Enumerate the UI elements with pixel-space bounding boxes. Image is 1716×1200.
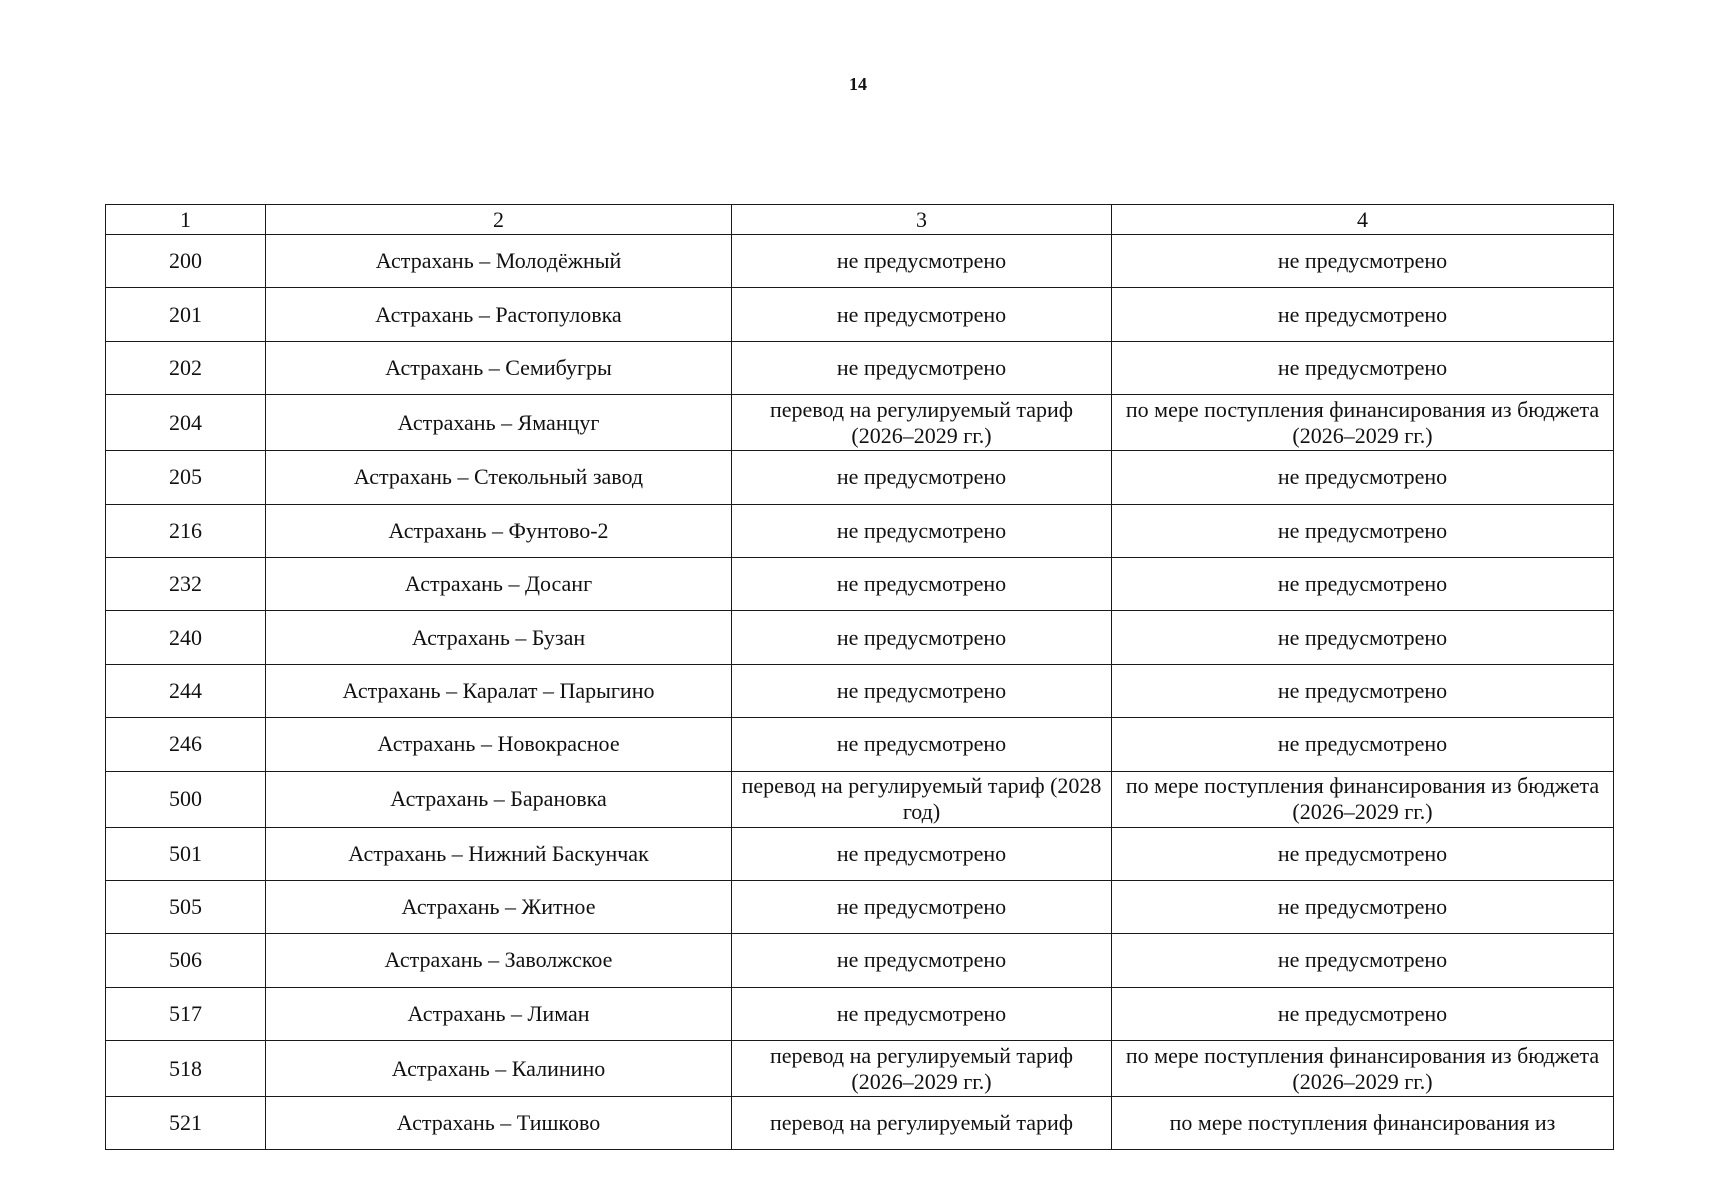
tariff-status: не предусмотрено bbox=[732, 611, 1112, 664]
page-number: 14 bbox=[849, 74, 867, 94]
route-name: Астрахань – Фунтово-2 bbox=[266, 504, 732, 557]
route-name: Астрахань – Каралат – Парыгино bbox=[266, 664, 732, 717]
table-row bbox=[106, 557, 1614, 610]
table-row bbox=[106, 341, 1614, 394]
route-name: Астрахань – Барановка bbox=[266, 771, 732, 827]
route-name: Астрахань – Заволжское bbox=[266, 934, 732, 987]
tariff-status: не предусмотрено bbox=[732, 718, 1112, 771]
financing-status: не предусмотрено bbox=[1112, 341, 1614, 394]
table-row bbox=[106, 880, 1614, 933]
route-number: 200 bbox=[106, 235, 266, 288]
table-row bbox=[106, 1097, 1614, 1150]
tariff-status: не предусмотрено bbox=[732, 987, 1112, 1040]
tariff-status: не предусмотрено bbox=[732, 504, 1112, 557]
route-number: 505 bbox=[106, 880, 266, 933]
financing-status: по мере поступления финансирования из бюджета (2026–2029 гг.) bbox=[1112, 395, 1614, 451]
route-number: 205 bbox=[106, 451, 266, 504]
financing-status: не предусмотрено bbox=[1112, 664, 1614, 717]
route-number: 521 bbox=[106, 1097, 266, 1150]
route-name: Астрахань – Стекольный завод bbox=[266, 451, 732, 504]
route-number: 216 bbox=[106, 504, 266, 557]
header-col-2: 2 bbox=[266, 205, 732, 235]
table-row bbox=[106, 771, 1614, 827]
tariff-status: не предусмотрено bbox=[732, 288, 1112, 341]
tariff-status: не предусмотрено bbox=[732, 235, 1112, 288]
table-row bbox=[106, 1041, 1614, 1097]
financing-status: по мере поступления финансирования из бюджета (2026–2029 гг.) bbox=[1112, 771, 1614, 827]
route-name: Астрахань – Новокрасное bbox=[266, 718, 732, 771]
route-name: Астрахань – Досанг bbox=[266, 557, 732, 610]
tariff-status: перевод на регулируемый тариф (2028 год) bbox=[732, 771, 1112, 827]
financing-status: по мере поступления финансирования из bbox=[1112, 1097, 1614, 1150]
table-row bbox=[106, 611, 1614, 664]
table-row bbox=[106, 827, 1614, 880]
header-col-3: 3 bbox=[732, 205, 1112, 235]
route-name: Астрахань – Нижний Баскунчак bbox=[266, 827, 732, 880]
route-name: Астрахань – Тишково bbox=[266, 1097, 732, 1150]
header-col-1: 1 bbox=[106, 205, 266, 235]
tariff-status: не предусмотрено bbox=[732, 880, 1112, 933]
tariff-status: не предусмотрено bbox=[732, 341, 1112, 394]
route-name: Астрахань – Яманцуг bbox=[266, 395, 732, 451]
route-number: 240 bbox=[106, 611, 266, 664]
table-row bbox=[106, 451, 1614, 504]
tariff-status: не предусмотрено bbox=[732, 827, 1112, 880]
tariff-status: перевод на регулируемый тариф (2026–2029 гг.) bbox=[732, 1041, 1112, 1097]
header-col-4: 4 bbox=[1112, 205, 1614, 235]
financing-status: не предусмотрено bbox=[1112, 827, 1614, 880]
route-name: Астрахань – Растопуловка bbox=[266, 288, 732, 341]
tariff-status: не предусмотрено bbox=[732, 451, 1112, 504]
financing-status: не предусмотрено bbox=[1112, 504, 1614, 557]
table-row bbox=[106, 718, 1614, 771]
financing-status: не предусмотрено bbox=[1112, 611, 1614, 664]
route-name: Астрахань – Молодёжный bbox=[266, 235, 732, 288]
tariff-status: перевод на регулируемый тариф bbox=[732, 1097, 1112, 1150]
table-row bbox=[106, 987, 1614, 1040]
route-name: Астрахань – Семибугры bbox=[266, 341, 732, 394]
table-body bbox=[106, 235, 1614, 1150]
route-number: 501 bbox=[106, 827, 266, 880]
table-row bbox=[106, 934, 1614, 987]
table-row bbox=[106, 395, 1614, 451]
financing-status: не предусмотрено bbox=[1112, 987, 1614, 1040]
financing-status: по мере поступления финансирования из бюджета (2026–2029 гг.) bbox=[1112, 1041, 1614, 1097]
financing-status: не предусмотрено bbox=[1112, 557, 1614, 610]
routes-table bbox=[105, 204, 1614, 1150]
route-number: 517 bbox=[106, 987, 266, 1040]
financing-status: не предусмотрено bbox=[1112, 880, 1614, 933]
financing-status: не предусмотрено bbox=[1112, 451, 1614, 504]
route-number: 506 bbox=[106, 934, 266, 987]
route-number: 244 bbox=[106, 664, 266, 717]
route-name: Астрахань – Калинино bbox=[266, 1041, 732, 1097]
financing-status: не предусмотрено bbox=[1112, 718, 1614, 771]
route-number: 201 bbox=[106, 288, 266, 341]
tariff-status: перевод на регулируемый тариф (2026–2029 гг.) bbox=[732, 395, 1112, 451]
route-name: Астрахань – Житное bbox=[266, 880, 732, 933]
route-number: 204 bbox=[106, 395, 266, 451]
route-number: 500 bbox=[106, 771, 266, 827]
route-number: 246 bbox=[106, 718, 266, 771]
route-number: 518 bbox=[106, 1041, 266, 1097]
table-row bbox=[106, 288, 1614, 341]
table-row bbox=[106, 504, 1614, 557]
route-name: Астрахань – Лиман bbox=[266, 987, 732, 1040]
tariff-status: не предусмотрено bbox=[732, 557, 1112, 610]
financing-status: не предусмотрено bbox=[1112, 288, 1614, 341]
table-row bbox=[106, 664, 1614, 717]
table-row bbox=[106, 235, 1614, 288]
route-name: Астрахань – Бузан bbox=[266, 611, 732, 664]
financing-status: не предусмотрено bbox=[1112, 235, 1614, 288]
route-number: 202 bbox=[106, 341, 266, 394]
tariff-status: не предусмотрено bbox=[732, 934, 1112, 987]
table-header-row bbox=[106, 205, 1614, 235]
tariff-status: не предусмотрено bbox=[732, 664, 1112, 717]
financing-status: не предусмотрено bbox=[1112, 934, 1614, 987]
route-number: 232 bbox=[106, 557, 266, 610]
